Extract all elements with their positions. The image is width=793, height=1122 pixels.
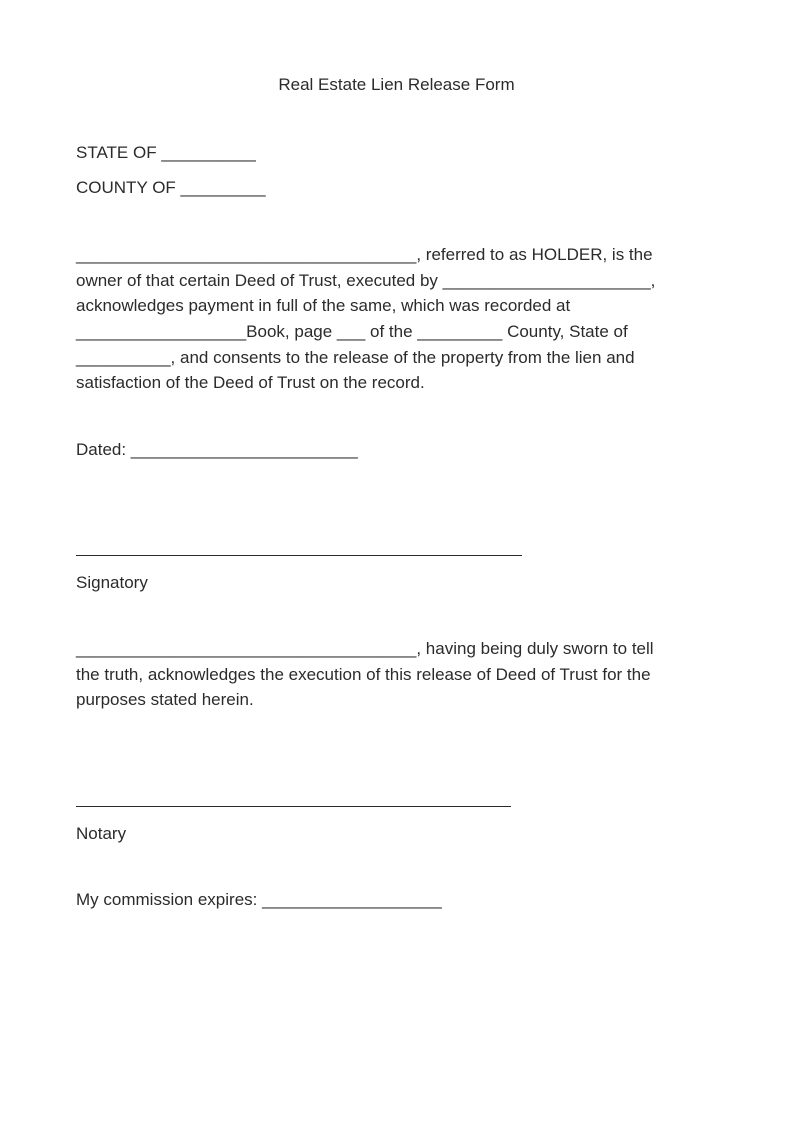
signatory-signature-line — [76, 555, 522, 556]
dated-line: Dated: ________________________ — [76, 440, 358, 459]
holder-paragraph — [76, 242, 721, 396]
signatory-label: Signatory — [76, 573, 148, 592]
holder-paragraph-line: __________________Book, page ___ of the _________ County, State of — [76, 322, 628, 342]
notary-paragraph — [76, 636, 721, 713]
notary-paragraph-line: purposes stated herein. — [76, 690, 254, 710]
notary-paragraph-line: the truth, acknowledges the execution of this release of Deed of Trust for the — [76, 664, 651, 684]
notary-paragraph-line: ____________________________________, having being duly sworn to tell — [76, 639, 654, 658]
holder-paragraph-line: acknowledges payment in full of the same, which was recorded at — [76, 296, 571, 316]
commission-expires-line: My commission expires: ___________________ — [76, 890, 442, 909]
holder-paragraph-line: __________, and consents to the release of the property from the lien and — [76, 347, 635, 367]
holder-paragraph-line: ____________________________________, referred to as HOLDER, is the — [76, 245, 653, 264]
notary-signature-line — [76, 806, 511, 807]
page-title: Real Estate Lien Release Form — [278, 75, 515, 94]
state-line: STATE OF __________ — [76, 143, 256, 162]
notary-label: Notary — [76, 824, 127, 843]
county-line: COUNTY OF _________ — [76, 178, 266, 197]
holder-paragraph-line: owner of that certain Deed of Trust, executed by ______________________, — [76, 270, 656, 290]
holder-paragraph-line: satisfaction of the Deed of Trust on the record. — [76, 373, 425, 393]
